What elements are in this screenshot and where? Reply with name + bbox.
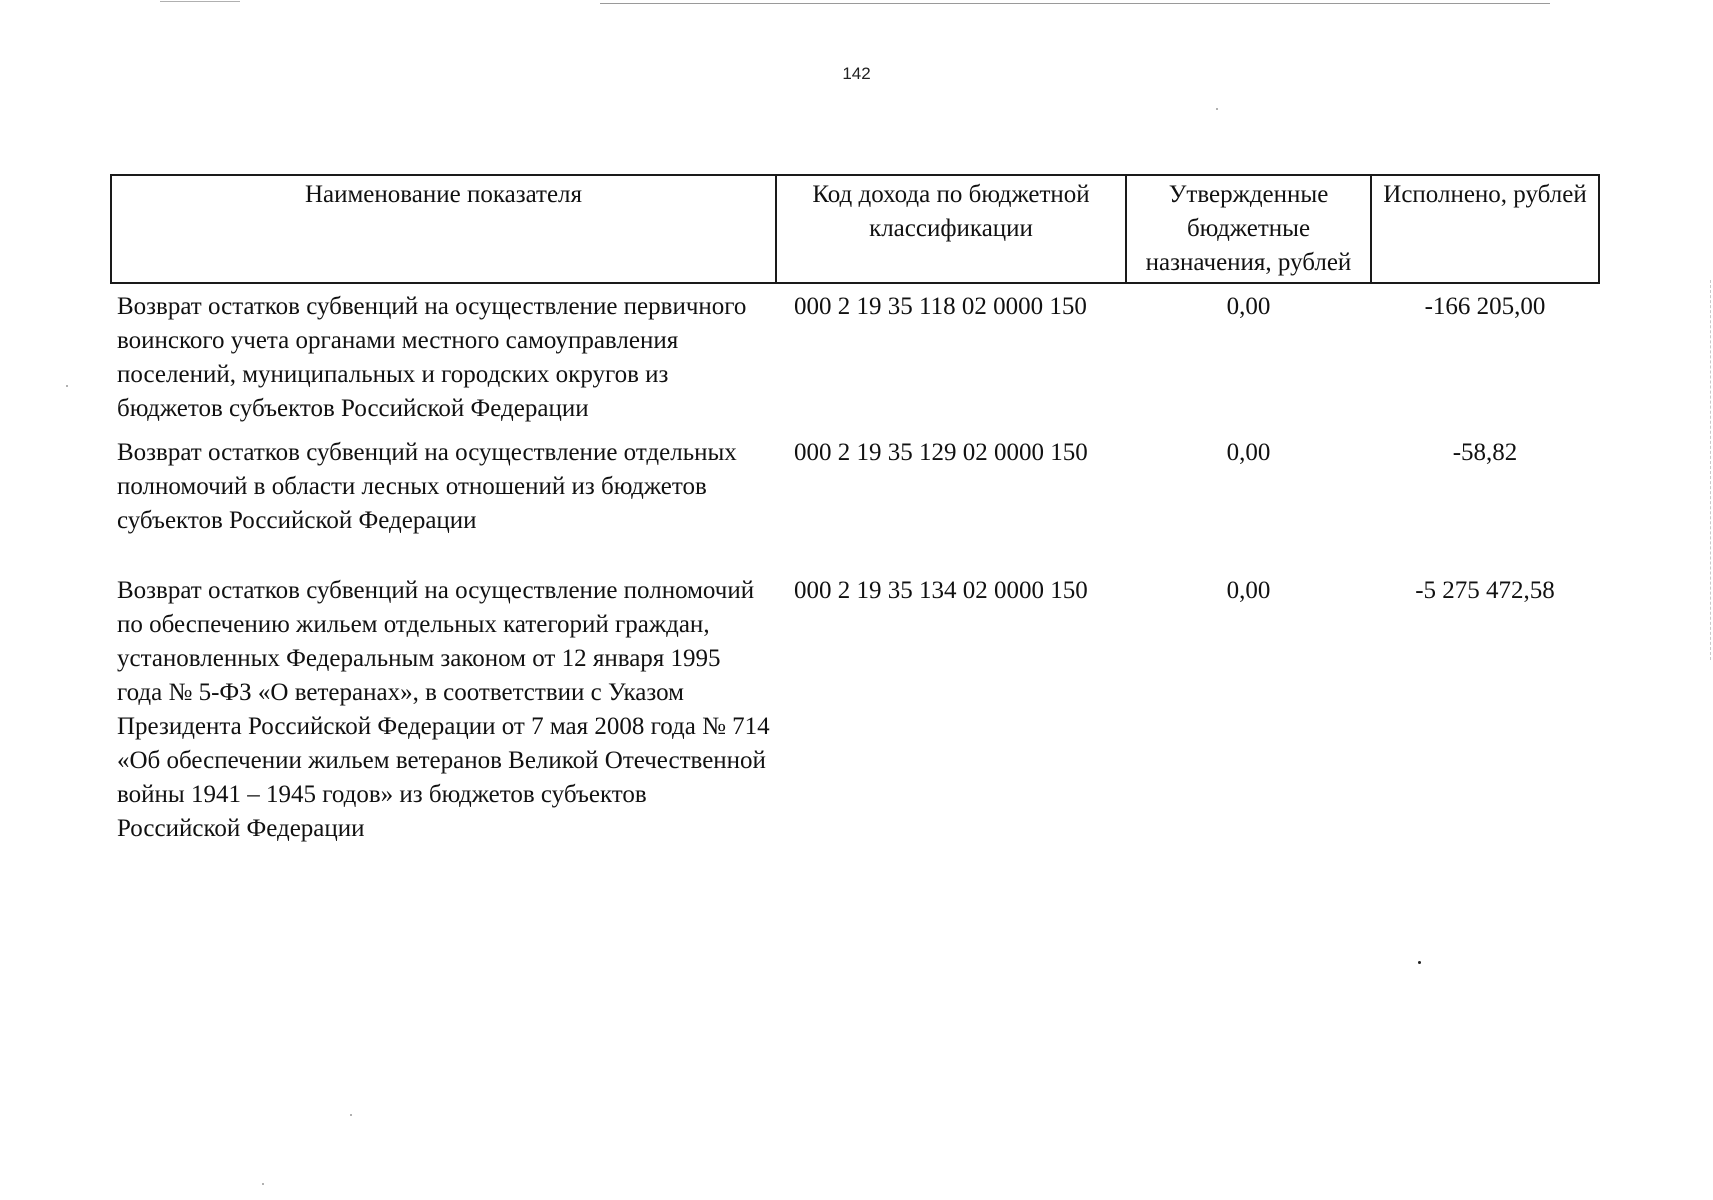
- scan-speck: [262, 1183, 264, 1185]
- scan-speck: [350, 1114, 352, 1116]
- table-row: [111, 436, 1599, 574]
- table-header-row: [111, 175, 1599, 283]
- header-indicator-name: Наименование показателя: [111, 175, 776, 283]
- table-header: [111, 175, 1599, 283]
- header-approved-amount: Утвержденные бюджетные назначения, рублей: [1126, 175, 1371, 283]
- table-body: [111, 283, 1599, 846]
- indicator-name-cell: Возврат остатков субвенций на осуществление полномочий по обеспечению жильем отдельных категорий граждан, установленных Федеральным законом от 12 января 1995 года № 5-ФЗ «О ветеранах», в соответствии с Указом Президента Российской Федерации от 7 мая 2008 года № 714 «Об обеспечении жильем ветеранов Великой Отечественной войны 1941 – 1945 годов» из бюджетов субъектов Российской Федерации: [117, 577, 770, 842]
- approved-amount-cell: 0,00: [1226, 577, 1271, 604]
- indicator-name-cell: Возврат остатков субвенций на осуществление отдельных полномочий в области лесных отношений из бюджетов субъектов Российской Федерации: [117, 439, 737, 534]
- executed-amount-cell: -5 275 472,58: [1415, 577, 1555, 604]
- revenue-code-cell: 000 2 19 35 129 02 0000 150: [794, 439, 1088, 466]
- header-revenue-code: Код дохода по бюджетной классификации: [776, 175, 1126, 283]
- indicator-name-cell: Возврат остатков субвенций на осуществление первичного воинского учета органами местного самоуправления поселений, муниципальных и городских округов из бюджетов субъектов Российской Федерации: [117, 293, 747, 422]
- scan-edge-mark: [160, 1, 240, 2]
- budget-revenue-table: [110, 174, 1600, 846]
- executed-amount-cell: -58,82: [1452, 439, 1518, 466]
- scan-edge-line: [600, 3, 1550, 4]
- page-number: 142: [842, 64, 871, 83]
- scan-speck: [1216, 108, 1218, 110]
- revenue-code-cell: 000 2 19 35 118 02 0000 150: [794, 293, 1087, 320]
- executed-amount-cell: -166 205,00: [1424, 293, 1546, 320]
- table-row: [111, 283, 1599, 436]
- header-executed-amount: Исполнено, рублей: [1371, 175, 1599, 283]
- scan-speck: [66, 385, 68, 387]
- approved-amount-cell: 0,00: [1226, 293, 1271, 320]
- scan-speck: [1418, 961, 1421, 964]
- revenue-code-cell: 000 2 19 35 134 02 0000 150: [794, 577, 1088, 604]
- approved-amount-cell: 0,00: [1226, 439, 1271, 466]
- scan-right-edge: [1710, 280, 1711, 660]
- table-row: [111, 574, 1599, 846]
